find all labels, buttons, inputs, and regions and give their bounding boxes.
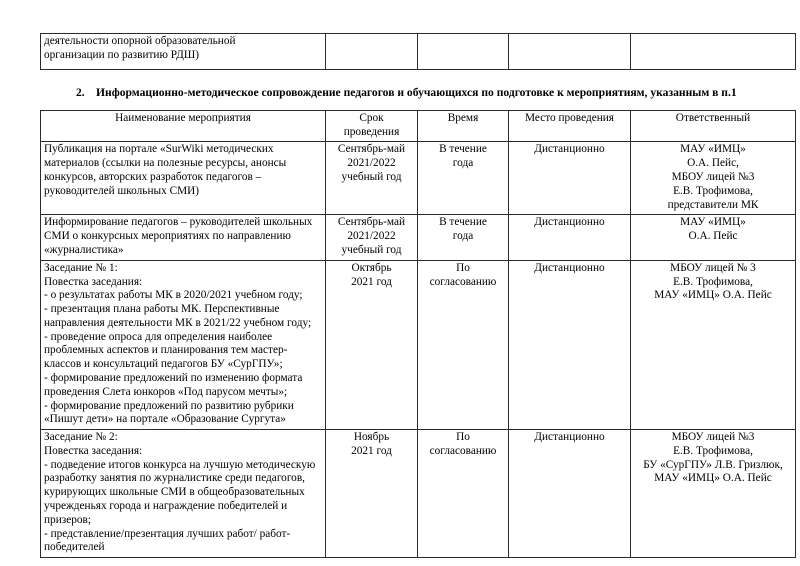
- cell-term: Сентябрь-май 2021/2022 учебный год: [326, 215, 418, 260]
- section-heading: [40, 86, 760, 100]
- table-row: [41, 142, 796, 215]
- cell-place: Дистанционно: [509, 430, 631, 558]
- cell-event-name: Заседание № 2: Повестка заседания: - подведение итогов конкурса на лучшую методическую разработку занятия по журналистике среди педагогов, курирующих школьные СМИ в общеобразовательных учрежденьях города и награждение победителей и призеров; - представление/презентация лучших работ/ работ- победителей: [41, 430, 326, 558]
- cell-place: Дистанционно: [509, 260, 631, 429]
- cell-time: В течение года: [418, 142, 509, 215]
- continued-row-text: деятельности опорной образовательной организации по развитию РДШ): [41, 34, 326, 70]
- table-row: [41, 260, 796, 429]
- cell-responsible: МБОУ лицей №3 Е.В. Трофимова, БУ «СурГПУ» Л.В. Гризлюк, МАУ «ИМЦ» О.А. Пейс: [631, 430, 796, 558]
- continued-table: [40, 33, 796, 70]
- cell-time: По согласованию: [418, 430, 509, 558]
- table-header-row: [41, 110, 796, 142]
- cell-term: Октябрь 2021 год: [326, 260, 418, 429]
- continued-row-cell-time: [418, 34, 509, 70]
- schedule-table: [40, 110, 796, 558]
- column-header-name: Наименование мероприятия: [41, 110, 326, 142]
- cell-event-name: Информирование педагогов – руководителей школьных СМИ о конкурсных мероприятиях по направлению «журналистика»: [41, 215, 326, 260]
- column-header-place: Место проведения: [509, 110, 631, 142]
- continued-row-cell-term: [326, 34, 418, 70]
- column-header-time: Время: [418, 110, 509, 142]
- section-title: Информационно-методическое сопровождение педагогов и обучающихся по подготовке к мероприятиям, указанным в п.1: [96, 86, 737, 99]
- cell-place: Дистанционно: [509, 215, 631, 260]
- continued-row-cell-resp: [631, 34, 796, 70]
- cell-term: Сентябрь-май 2021/2022 учебный год: [326, 142, 418, 215]
- cell-responsible: МБОУ лицей № 3 Е.В. Трофимова, МАУ «ИМЦ» О.А. Пейс: [631, 260, 796, 429]
- table-row: [41, 34, 796, 70]
- table-row: [41, 215, 796, 260]
- column-header-term: Срок проведения: [326, 110, 418, 142]
- cell-responsible: МАУ «ИМЦ» О.А. Пейс, МБОУ лицей №3 Е.В. Трофимова, представители МК: [631, 142, 796, 215]
- cell-responsible: МАУ «ИМЦ» О.А. Пейс: [631, 215, 796, 260]
- cell-time: По согласованию: [418, 260, 509, 429]
- cell-place: Дистанционно: [509, 142, 631, 215]
- cell-term: Ноябрь 2021 год: [326, 430, 418, 558]
- continued-row-cell-place: [509, 34, 631, 70]
- continued-table-wrapper: [40, 0, 760, 70]
- table-row: [41, 430, 796, 558]
- cell-event-name: Заседание № 1: Повестка заседания: - о результатах работы МК в 2020/2021 учебном году; - презентация плана работы МК. Перспективные направления деятельности МК в 2021/22 учебном году; - проведение опроса для определения наиболее проблемных аспектов и планирования тем мастер- классов и консультаций педагогов БУ «СурГПУ»; - формирование предложений по изменению формата проведения Слета юнкоров «Под парусом мечты»; - формирование предложений по развитию рубрики «Пишут дети» на портале «Образование Сургута»: [41, 260, 326, 429]
- column-header-responsible: Ответственный: [631, 110, 796, 142]
- table-header: [41, 110, 796, 142]
- section-number: 2.: [76, 86, 85, 99]
- cell-event-name: Публикация на портале «SurWiki методических материалов (ссылки на полезные ресурсы, анонсы конкурсов, авторских разработок педагогов – руководителей школьных СМИ): [41, 142, 326, 215]
- cell-time: В течение года: [418, 215, 509, 260]
- table-body: [41, 142, 796, 558]
